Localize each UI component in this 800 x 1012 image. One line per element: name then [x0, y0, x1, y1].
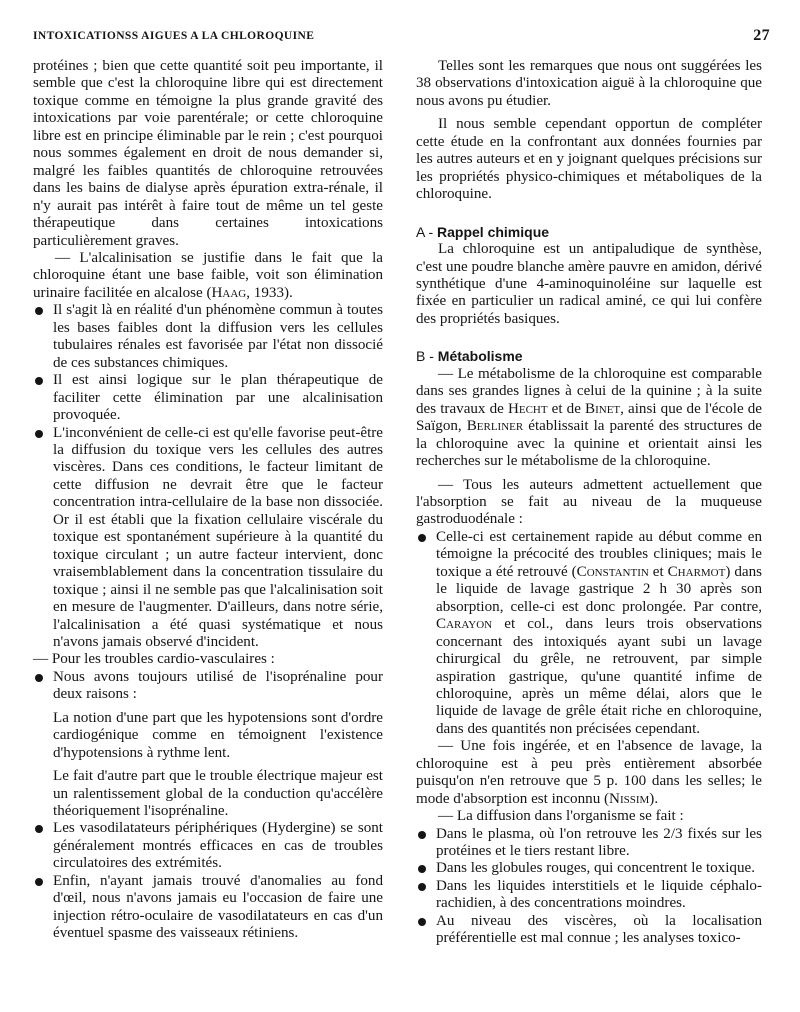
author-ref: Charmot	[667, 563, 726, 580]
author-ref: Haag	[211, 284, 247, 301]
list-item: Les vasodilatateurs périphériques (Hydergine) se sont généralement montrés efficaces en cas de troubles circulatoires des extrémités.	[53, 820, 383, 872]
list-item: Au niveau des viscères, où la localisation préférentielle est mal connue ; les analyses toxico-	[436, 913, 762, 948]
running-title: INTOXICATIONSS AIGUES A LA CHLOROQUINE	[33, 30, 315, 42]
section-heading-a: A - Rappel chimique	[416, 223, 550, 240]
left-column	[33, 58, 383, 943]
bullet-icon	[418, 883, 426, 891]
bullet-icon	[35, 430, 43, 438]
paragraph-diffusion: — La diffusion dans l'organisme se fait :	[438, 808, 684, 825]
paragraph-cardio: — Pour les troubles cardio-vasculaires :	[33, 651, 275, 668]
list-item: L'inconvénient de celle-ci est qu'elle favorise peut-être la diffusion du toxique vers les cellules des autres viscères. Dans ces conditions, le facteur limitant de cette diffusion ne devrait être que le facteur concentration intra-cellulaire de la base non dissociée. Or il est établi que la fixation cellulaire viscérale du toxique est spontanément supérieure à la quantité du toxique circulant ; un autre facteur intervient, donc vraisemblablement dans la concentration tissulaire du toxique ; ainsi il ne semble pas que l'alcalinisation soit en mesure de l'augmenter. D'ailleurs, dans notre série, l'alcalinisation a été quasi systématique et nous n'avons jamais observé d'incident.	[53, 425, 383, 652]
bullet-icon	[35, 878, 43, 886]
bullet-icon	[418, 534, 426, 542]
author-ref: Hecht	[507, 400, 548, 417]
bullet-list	[416, 529, 762, 738]
paragraph-ingestion: — Une fois ingérée, et en l'absence de lavage, la chloroquine est à peu près entièrement absorbée puisqu'on n'en retrouve que 5 p. 100 dans les selles; le mode d'absorption est inconnu (Nissim).	[416, 738, 762, 807]
bullet-icon	[35, 674, 43, 682]
bullet-icon	[418, 918, 426, 926]
paragraph: protéines ; bien que cette quantité soit peu importante, il semble que c'est la chloroquine libre qui est directement toxique comme en témoigne la plus grande gravité des intoxications par voie parentérale; or cette chloroquine libre est en principe éliminable par le rein ; c'est pourquoi nous sommes également en droit de nous demander si, malgré les faibles quantités de chloroquine retrouvées dans les bains de dialyse après épuration extra-rénale, il n'y aurait pas intérêt à faire tout de même un tel geste thérapeutique dans certaines intoxications particulièrement graves.	[33, 58, 383, 249]
bullet-icon	[418, 831, 426, 839]
section-heading-b: B - Métabolisme	[416, 348, 523, 365]
bullet-icon	[35, 825, 43, 833]
paragraph-rappel: La chloroquine est un antipaludique de synthèse, c'est une poudre blanche amère pauvre en amidon, dérivé synthétique d'une 4-aminoquinoléine sur laquelle est fixée en particulier un radical aminé, ce qui lui confère des propriétés basiques.	[416, 241, 762, 327]
list-item: Il est ainsi logique sur le plan thérapeutique de faciliter cette élimination par une alcalinisation provoquée.	[53, 372, 383, 424]
bullet-icon	[35, 377, 43, 385]
bullet-list	[33, 669, 383, 704]
bullet-icon	[418, 865, 426, 873]
author-ref: Nissim	[609, 790, 650, 807]
sub-paragraph: La notion d'une part que les hypotensions sont d'ordre cardiogénique comme en témoignent l'existence d'hypotensions à rythme lent.	[53, 709, 383, 761]
list-item: Dans les globules rouges, qui concentrent le toxique.	[436, 860, 762, 877]
list-item: Il s'agit là en réalité d'un phénomène commun à toutes les bases faibles dont la diffusion vers les cellules tubulaires rénales est favorisée par l'état non dissocié de ces substances chimiques.	[53, 302, 383, 372]
bullet-icon	[35, 307, 43, 315]
author-ref: Carayon	[436, 616, 493, 633]
paragraph: Il nous semble cependant opportun de compléter cette étude en la confrontant aux données fournies par les autres auteurs et en y joignant quelques précisions sur les propriétés physico-chimiques et métaboliques de la chloroquine.	[416, 116, 762, 203]
author-ref: Constantin	[576, 563, 649, 580]
author-ref: Binet	[585, 400, 621, 417]
list-item: Celle-ci est certainement rapide au début comme en témoigne la précocité des troubles cliniques; mais le toxique a été retrouvé (Constantin et Charmot) dans le liquide de lavage gastrique 2 h 30 après son absorption, celle-ci est donc prolongée. Par contre, Carayon et col., dans leurs trois observations concernant des intoxiqués ayant subi un lavage chirurgical du grêle, ne retrouvent, par simple aspiration gastrique, qu'une quantité infime de chloroquine, après un même délai, alors que le liquide de lavage de grêle était riche en chloroquine, dans des quantités non précisées cependant.	[436, 529, 762, 738]
paragraph-alcalinisation: — L'alcalinisation se justifie dans le fait que la chloroquine étant une base faible, voit son élimination urinaire facilitée en alcalose (Haag, 1933).	[33, 249, 383, 301]
bullet-list	[416, 826, 762, 948]
author-ref: Berliner	[466, 418, 524, 435]
right-column	[416, 58, 762, 948]
paragraph-metabolisme: — Le métabolisme de la chloroquine est comparable dans ses grandes lignes à celui de la quinine ; à la suite des travaux de Hecht et de Binet, ainsi que de l'école de Saïgon, Berliner établissait la parenté des structures de la chloroquine avec la quinine et orientait ainsi les recherches sur le métabolisme de la chloroquine.	[416, 365, 762, 470]
list-item: Dans les liquides interstitiels et le liquide céphalo-rachidien, à des concentrations moindres.	[436, 878, 762, 913]
paragraph-absorption: — Tous les auteurs admettent actuellement que l'absorption se fait au niveau de la muqueuse gastroduodénale :	[416, 476, 762, 528]
list-item: Enfin, n'ayant jamais trouvé d'anomalies au fond d'œil, nous n'avons jamais eu l'occasion de faire une injection rétro-oculaire de vasodilatateurs en cas d'un éventuel spasme des vaisseaux rétiniens.	[53, 873, 383, 943]
page-number: 27	[753, 27, 770, 44]
list-item: Nous avons toujours utilisé de l'isoprénaline pour deux raisons :	[53, 669, 383, 704]
paragraph: Telles sont les remarques que nous ont suggérées les 38 observations d'intoxication aiguë à la chloroquine que nous avons pu étudier.	[416, 58, 762, 109]
list-item: Dans le plasma, où l'on retrouve les 2/3 fixés sur les protéines et le tiers restant libre.	[436, 826, 762, 861]
bullet-list	[33, 820, 383, 942]
bullet-list	[33, 302, 383, 651]
sub-paragraph: Le fait d'autre part que le trouble électrique majeur est un ralentissement global de la conduction qu'accélère théoriquement l'isoprénaline.	[53, 768, 383, 820]
running-header	[33, 27, 770, 44]
